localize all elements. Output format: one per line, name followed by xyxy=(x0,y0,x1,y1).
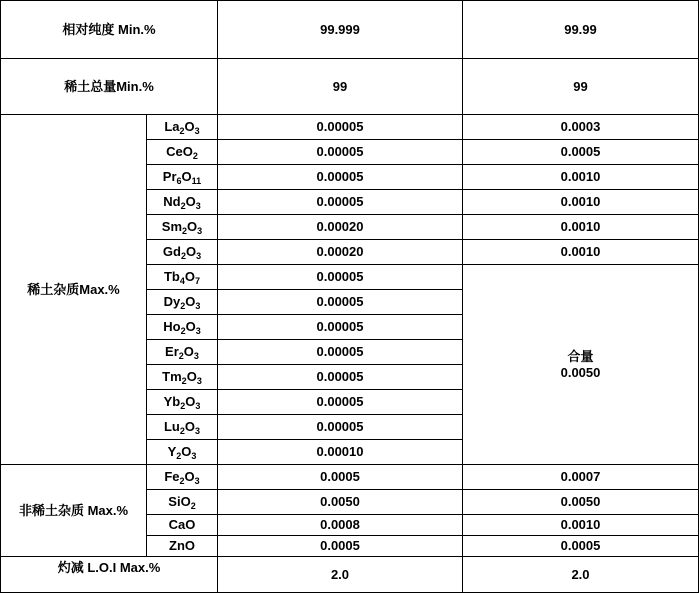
impurity-grade-a: 0.00005 xyxy=(218,315,463,340)
formula-subscript: 2 xyxy=(180,251,186,261)
impurity-grade-a: 0.00020 xyxy=(218,240,463,265)
formula-base: Sm xyxy=(161,219,183,234)
compound-formula xyxy=(147,536,218,557)
impurity-grade-b: 0.0005 xyxy=(463,536,699,557)
impurity-grade-a: 0.0005 xyxy=(218,465,463,490)
formula-subscript: 2 xyxy=(179,126,185,136)
formula-subscript: 2 xyxy=(181,376,187,386)
relative-purity-grade-b: 99.99 xyxy=(463,1,699,59)
formula-subscript: 3 xyxy=(196,376,202,386)
total-rare-earth-row xyxy=(1,59,699,115)
formula-base: La xyxy=(164,119,180,134)
loss-on-ignition-grade-b: 2.0 xyxy=(463,557,699,593)
impurity-grade-b: 0.0010 xyxy=(463,215,699,240)
impurity-grade-b: 0.0010 xyxy=(463,515,699,536)
formula-oxygen: O xyxy=(184,119,195,134)
formula-subscript: 7 xyxy=(195,276,201,286)
formula-subscript: 3 xyxy=(197,226,203,236)
impurity-grade-b: 0.0010 xyxy=(463,190,699,215)
formula-base: Y xyxy=(167,444,177,459)
formula-oxygen: O xyxy=(185,394,196,409)
combined-limit-value: 0.0050 xyxy=(560,364,601,380)
non-rare-earth-impurities-label: 非稀土杂质 Max.% xyxy=(1,465,147,557)
formula-base: Tb xyxy=(163,269,180,284)
impurity-grade-b: 0.0007 xyxy=(463,465,699,490)
impurity-grade-a: 0.00005 xyxy=(218,290,463,315)
formula-base: Tm xyxy=(162,369,182,384)
compound-formula xyxy=(147,290,218,315)
total-rare-earth-grade-b: 99 xyxy=(463,59,699,115)
formula-subscript: 3 xyxy=(193,351,199,361)
formula-oxygen: O xyxy=(184,419,195,434)
total-rare-earth-grade-a: 99 xyxy=(218,59,463,115)
formula-base: Lu xyxy=(163,419,180,434)
formula-base: Yb xyxy=(163,394,181,409)
formula-oxygen: O xyxy=(181,169,192,184)
formula-subscript: 4 xyxy=(179,276,185,286)
impurity-grade-a: 0.00005 xyxy=(218,165,463,190)
compound-formula xyxy=(147,390,218,415)
formula-oxygen: O xyxy=(185,244,197,259)
impurity-grade-a: 0.00005 xyxy=(218,390,463,415)
formula-base: Gd xyxy=(162,244,181,259)
compound-formula xyxy=(147,190,218,215)
compound-formula xyxy=(147,465,218,490)
total-rare-earth-label: 稀土总量Min.% xyxy=(1,59,218,115)
impurity-grade-b: 0.0005 xyxy=(463,140,699,165)
formula-subscript: 6 xyxy=(176,176,182,186)
formula-oxygen: O xyxy=(180,494,191,509)
formula-subscript: 3 xyxy=(195,326,201,336)
compound-formula xyxy=(147,340,218,365)
formula-oxygen: O xyxy=(185,194,196,209)
rare-earth-impurities-label: 稀土杂质Max.% xyxy=(1,115,147,465)
impurity-row xyxy=(1,465,699,490)
formula-subscript: 2 xyxy=(180,301,186,311)
relative-purity-label: 相对纯度 Min.% xyxy=(1,1,218,59)
formula-subscript: 2 xyxy=(180,326,186,336)
compound-formula xyxy=(147,240,218,265)
formula-subscript: 3 xyxy=(191,451,197,461)
combined-limit-label: 合量 xyxy=(567,348,594,364)
impurity-grade-a: 0.00005 xyxy=(218,115,463,140)
impurity-grade-b: 0.0010 xyxy=(463,240,699,265)
formula-oxygen: O xyxy=(181,444,192,459)
formula-subscript: 3 xyxy=(194,476,200,486)
impurity-grade-a: 0.0008 xyxy=(218,515,463,536)
formula-subscript: 3 xyxy=(195,301,201,311)
loss-on-ignition-label: 灼减 L.O.I Max.% xyxy=(1,557,218,593)
formula-subscript: 2 xyxy=(176,451,182,461)
formula-oxygen: O xyxy=(187,219,198,234)
formula-oxygen: O xyxy=(185,319,196,334)
impurity-grade-a: 0.0050 xyxy=(218,490,463,515)
impurity-grade-a: 0.00010 xyxy=(218,440,463,465)
formula-oxygen: O xyxy=(186,369,197,384)
formula-base: Si xyxy=(168,494,181,509)
formula-subscript: 2 xyxy=(180,401,186,411)
compound-formula xyxy=(147,365,218,390)
formula-subscript: 2 xyxy=(179,426,185,436)
formula-subscript: 2 xyxy=(180,201,186,211)
formula-subscript: 2 xyxy=(179,476,185,486)
formula-base: Er xyxy=(165,344,179,359)
formula-subscript: 11 xyxy=(191,176,202,186)
impurity-grade-a: 0.00005 xyxy=(218,415,463,440)
impurity-grade-a: 0.00020 xyxy=(218,215,463,240)
impurity-grade-a: 0.00005 xyxy=(218,140,463,165)
loss-on-ignition-grade-a: 2.0 xyxy=(218,557,463,593)
relative-purity-row xyxy=(1,1,699,59)
compound-formula xyxy=(147,515,218,536)
impurity-grade-a: 0.00005 xyxy=(218,190,463,215)
combined-limit-cell xyxy=(463,265,699,465)
formula-oxygen: O xyxy=(184,269,195,284)
loss-on-ignition-row xyxy=(1,557,699,593)
compound-formula xyxy=(147,265,218,290)
formula-subscript: 3 xyxy=(195,401,201,411)
relative-purity-grade-a: 99.999 xyxy=(218,1,463,59)
compound-formula xyxy=(147,315,218,340)
impurity-grade-b: 0.0010 xyxy=(463,165,699,190)
formula-base: Dy xyxy=(163,294,181,309)
formula-oxygen: O xyxy=(185,294,196,309)
compound-formula xyxy=(147,440,218,465)
compound-formula xyxy=(147,490,218,515)
compound-formula xyxy=(147,115,218,140)
compound-formula xyxy=(147,165,218,190)
compound-formula xyxy=(147,140,218,165)
formula-base: Fe xyxy=(164,469,180,484)
formula-oxygen: O xyxy=(183,344,194,359)
impurity-grade-a: 0.00005 xyxy=(218,365,463,390)
formula-subscript: 3 xyxy=(194,126,200,136)
compound-formula xyxy=(147,215,218,240)
impurity-row xyxy=(1,115,699,140)
impurity-grade-b: 0.0050 xyxy=(463,490,699,515)
compound-formula xyxy=(147,415,218,440)
formula-base: Nd xyxy=(163,194,181,209)
formula-subscript: 3 xyxy=(196,251,202,261)
formula-subscript: 3 xyxy=(195,426,201,436)
formula-base: Ho xyxy=(163,319,181,334)
impurity-grade-a: 0.00005 xyxy=(218,265,463,290)
formula-subscript: 2 xyxy=(190,501,196,511)
formula-oxygen: O xyxy=(184,469,195,484)
impurity-grade-b: 0.0003 xyxy=(463,115,699,140)
formula-base: CaO xyxy=(168,517,196,532)
formula-subscript: 2 xyxy=(178,351,184,361)
formula-subscript: 2 xyxy=(182,226,188,236)
impurity-grade-a: 0.0005 xyxy=(218,536,463,557)
formula-base: ZnO xyxy=(169,538,195,553)
formula-base: Ce xyxy=(166,144,183,159)
impurity-grade-a: 0.00005 xyxy=(218,340,463,365)
formula-base: Pr xyxy=(162,169,177,184)
formula-oxygen: O xyxy=(182,144,193,159)
formula-subscript: 2 xyxy=(192,151,198,161)
formula-subscript: 3 xyxy=(195,201,201,211)
